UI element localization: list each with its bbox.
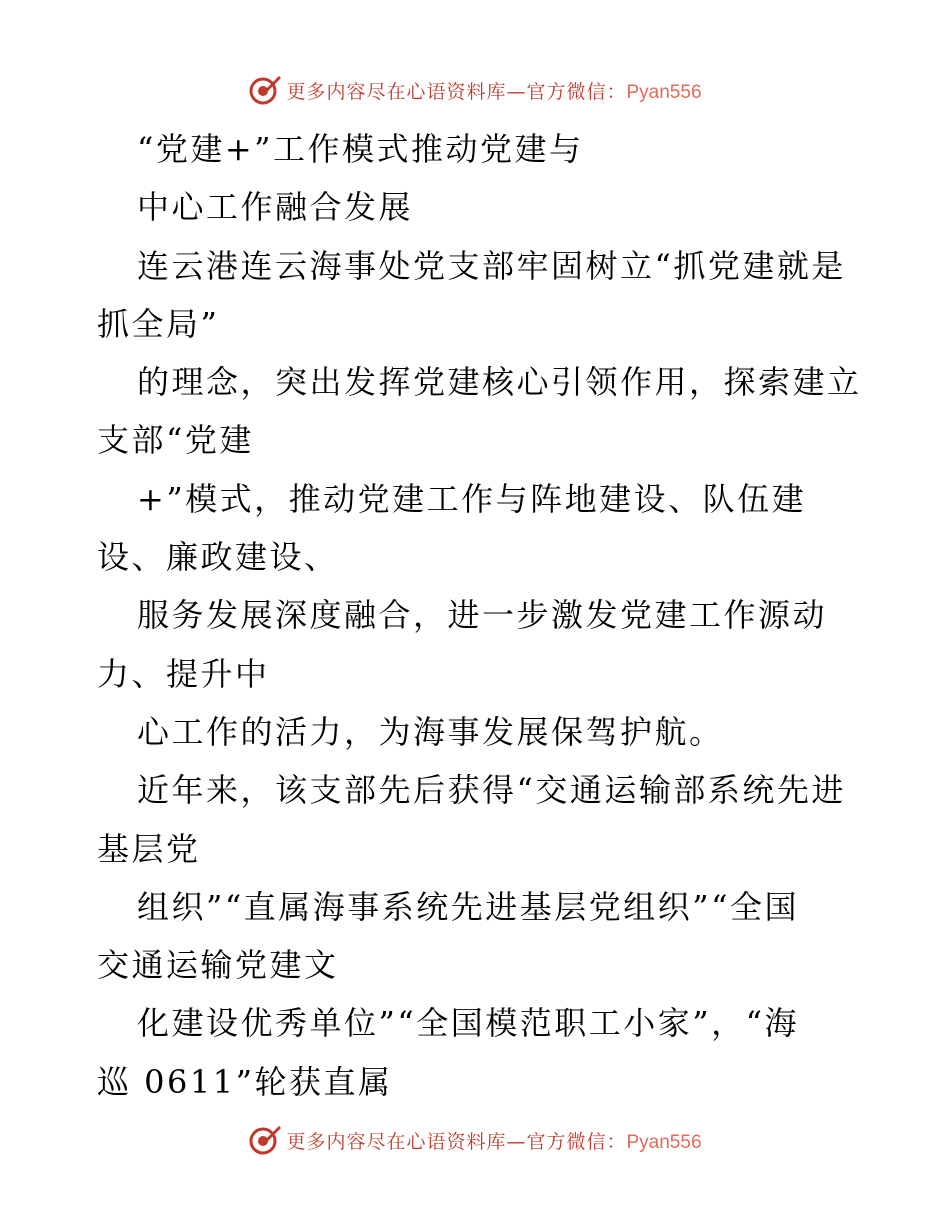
text-line: 交通运输党建文: [97, 946, 339, 985]
footer-watermark: [0, 1120, 950, 1160]
text-line: 近年来，该支部先后获得“交通运输部系统先进: [137, 771, 846, 810]
text-line: 心工作的活力，为海事发展保驾护航。: [137, 712, 724, 751]
document-body: [97, 120, 862, 1111]
text-line: 力、提升中: [97, 654, 270, 693]
watermark-brand: 更多内容尽在心语资料库: [286, 80, 507, 103]
text-line: 服务发展深度融合，进一步激发党建工作源动: [137, 596, 828, 635]
text-line: 化建设优秀单位”“全国模范职工小家”，“海: [137, 1004, 799, 1043]
watermark-account: Pyan556: [626, 81, 702, 103]
text-line: 抓全局”: [97, 304, 220, 343]
pen-logo-icon: [248, 73, 282, 107]
watermark-separator: —: [506, 80, 527, 103]
text-line: 设、廉政建设、: [97, 538, 339, 577]
text-line: 支部“党建: [97, 421, 254, 460]
watermark-separator: —: [506, 1130, 527, 1153]
watermark-text: [286, 1127, 701, 1154]
text-line: +”模式，推动党建工作与阵地建设、队伍建: [137, 479, 807, 518]
text-line: 连云港连云海事处党支部牢固树立“抓党建就是: [137, 246, 846, 285]
text-line: 巡 0611”轮获直属: [97, 1062, 393, 1101]
text-line: 的理念，突出发挥党建核心引领作用，探索建立: [137, 363, 862, 402]
header-watermark: [0, 70, 950, 110]
text-line: 组织”“直属海事系统先进基层党组织”“全国: [137, 887, 799, 926]
watermark-label: 官方微信：: [526, 1130, 627, 1153]
watermark-text: [286, 77, 701, 104]
watermark-label: 官方微信：: [526, 80, 627, 103]
pen-logo-icon: [248, 1123, 282, 1157]
text-line: 基层党: [97, 829, 201, 868]
text-line: 中心工作融合发展: [137, 188, 414, 227]
watermark-account: Pyan556: [626, 1131, 702, 1153]
text-line: “党建+”工作模式推动党建与: [137, 130, 584, 168]
watermark-brand: 更多内容尽在心语资料库: [286, 1130, 507, 1153]
